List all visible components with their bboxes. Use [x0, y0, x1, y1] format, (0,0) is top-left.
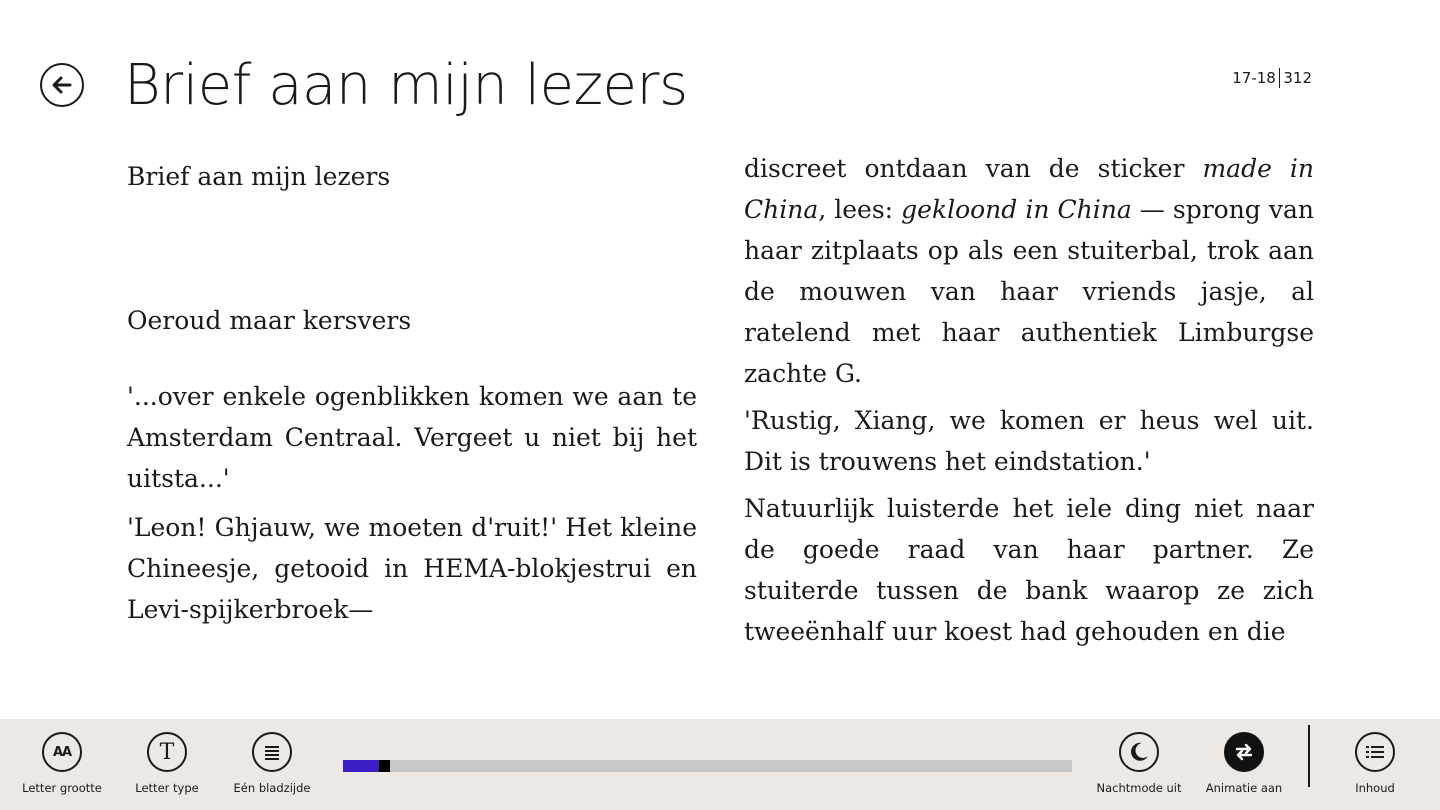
single-page-button[interactable]	[217, 732, 327, 795]
text-run: , lees:	[818, 195, 902, 224]
animation-label: Animatie aan	[1205, 781, 1283, 795]
paragraph: 'Leon! Ghjauw, we moeten d'ruit!' Het kleine Chineesje, getooid in HEMA-blokjestrui en Levi-spijkerbroek—	[127, 513, 697, 624]
page-indicator	[1232, 68, 1312, 88]
left-page	[127, 156, 697, 630]
single-page-icon	[252, 732, 292, 772]
list-icon	[1355, 732, 1395, 772]
night-mode-button[interactable]	[1084, 732, 1194, 795]
animation-button[interactable]	[1189, 732, 1299, 795]
progress-thumb[interactable]	[379, 760, 390, 772]
font-size-glyph: AA	[52, 744, 72, 760]
app-bar	[0, 719, 1440, 810]
italic-text: gekloond in China	[901, 195, 1132, 224]
swap-arrows-icon	[1224, 732, 1264, 772]
font-type-label: Letter type	[135, 781, 199, 795]
back-arrow-icon	[49, 72, 75, 98]
chapter-heading: Brief aan mijn lezers	[127, 162, 391, 191]
paragraph: Natuurlijk luisterde het iele ding niet naar de goede raad van haar partner. Ze stuiterde tussen de bank waarop ze zich tweeënhalf uur koest had gehouden en die	[744, 494, 1314, 646]
moon-glyph	[1127, 740, 1151, 764]
moon-icon	[1119, 732, 1159, 772]
contents-label: Inhoud	[1355, 781, 1395, 795]
right-page	[744, 148, 1314, 652]
contents-button[interactable]	[1320, 732, 1430, 795]
back-button[interactable]	[40, 63, 84, 107]
text-run: discreet ontdaan van de sticker	[744, 154, 1203, 183]
page-separator	[1279, 68, 1281, 88]
current-pages: 17-18	[1232, 69, 1276, 87]
font-type-icon	[147, 732, 187, 772]
section-heading: Oeroud maar kersvers	[127, 306, 412, 335]
text-run: — sprong van haar zitplaats op als een stuiterbal, trok aan de mouwen van haar vriends jasje, al ratelend met haar authentiek Limburgse zachte G.	[744, 195, 1314, 388]
appbar-divider	[1308, 725, 1310, 787]
total-pages: 312	[1283, 69, 1312, 87]
font-type-button[interactable]	[112, 732, 222, 795]
reading-progress-bar[interactable]	[343, 760, 1072, 772]
lines-icon	[263, 744, 281, 760]
paragraph: 'Rustig, Xiang, we komen er heus wel uit. Dit is trouwens het eindstation.'	[744, 406, 1314, 476]
font-type-glyph: T	[159, 739, 175, 765]
paragraph: '...over enkele ogenblikken komen we aan te Amsterdam Centraal. Vergeet u niet bij het uitsta...'	[127, 382, 697, 493]
font-size-button[interactable]	[7, 732, 117, 795]
font-size-label: Letter grootte	[22, 781, 102, 795]
font-size-icon	[42, 732, 82, 772]
list-glyph	[1365, 744, 1385, 760]
italic-text: made in China	[744, 154, 1315, 224]
single-page-label: Eén bladzijde	[233, 781, 311, 795]
night-mode-label: Nachtmode uit	[1096, 781, 1182, 795]
page-title: Brief aan mijn lezers	[124, 53, 688, 118]
paragraph	[744, 148, 1314, 394]
swap-arrows-glyph	[1232, 740, 1256, 764]
